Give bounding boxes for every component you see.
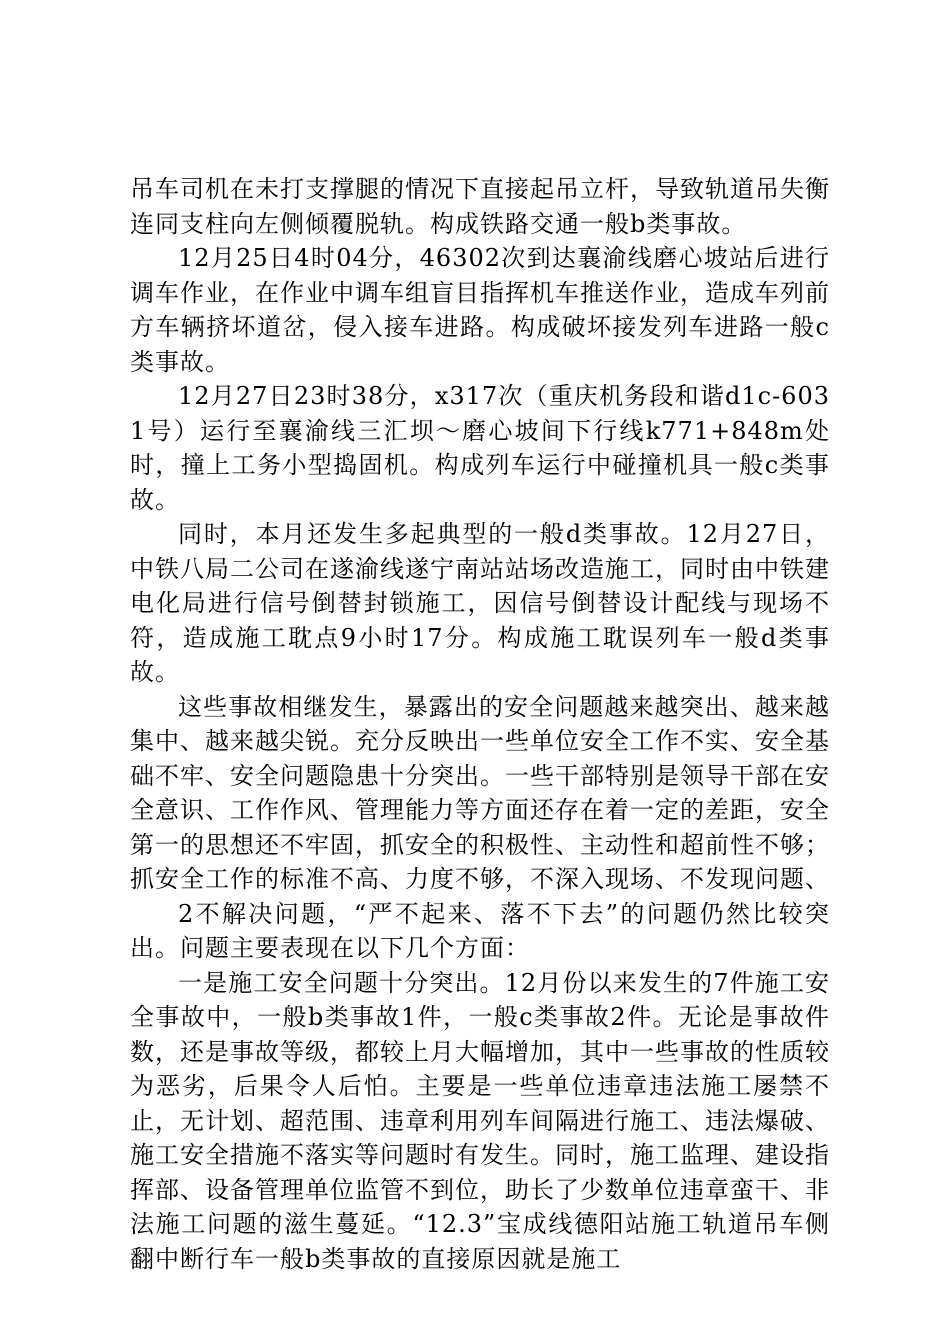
paragraph-6: 2不解决问题，“严不起来、落不下去”的问题仍然比较突出。问题主要表现在以下几个方面：	[130, 899, 830, 962]
document-body	[130, 172, 830, 1276]
paragraph-2: 12月25日4时04分，46302次到达襄渝线磨心坡站后进行调车作业，在作业中调车组盲目指挥机车推送作业，造成车列前方车辆挤坏道岔，侵入接车进路。构成破坏接发列车进路一般c类事故。	[130, 244, 830, 376]
paragraph-3: 12月27日23时38分，x317次（重庆机务段和谐d1c-6031号）运行至襄渝线三汇坝～磨心坡间下行线k771+848m处时，撞上工务小型捣固机。构成列车运行中碰撞机具一般c类事故。	[130, 382, 830, 514]
paragraph-1: 吊车司机在未打支撑腿的情况下直接起吊立杆，导致轨道吊失衡连同支柱向左侧倾覆脱轨。构成铁路交通一般b类事故。	[130, 175, 830, 238]
paragraph-5: 这些事故相继发生，暴露出的安全问题越来越突出、越来越集中、越来越尖锐。充分反映出一些单位安全工作不实、安全基础不牢、安全问题隐患十分突出。一些干部特别是领导干部在安全意识、工作作风、管理能力等方面还存在着一定的差距，安全第一的思想还不牢固，抓安全的积极性、主动性和超前性不够；抓安全工作的标准不高、力度不够，不深入现场、不发现问题、	[130, 692, 830, 893]
paragraph-7: 一是施工安全问题十分突出。12月份以来发生的7件施工安全事故中，一般b类事故1件，一般c类事故2件。无论是事故件数，还是事故等级，都较上月大幅增加，其中一些事故的性质较为恶劣，后果令人后怕。主要是一些单位违章违法施工屡禁不止，无计划、超范围、违章利用列车间隔进行施工、违法爆破、施工安全措施不落实等问题时有发生。同时，施工监理、建设指挥部、设备管理单位监管不到位，助长了少数单位违章蛮干、非法施工问题的滋生蔓延。“12.3”宝成线德阳站施工轨道吊车侧翻中断行车一般b类事故的直接原因就是施工	[130, 968, 830, 1273]
paragraph-4: 同时，本月还发生多起典型的一般d类事故。12月27日，中铁八局二公司在遂渝线遂宁南站站场改造施工，同时由中铁建电化局进行信号倒替封锁施工，因信号倒替设计配线与现场不符，造成施工耽点9小时17分。构成施工耽误列车一般d类事故。	[130, 520, 830, 686]
